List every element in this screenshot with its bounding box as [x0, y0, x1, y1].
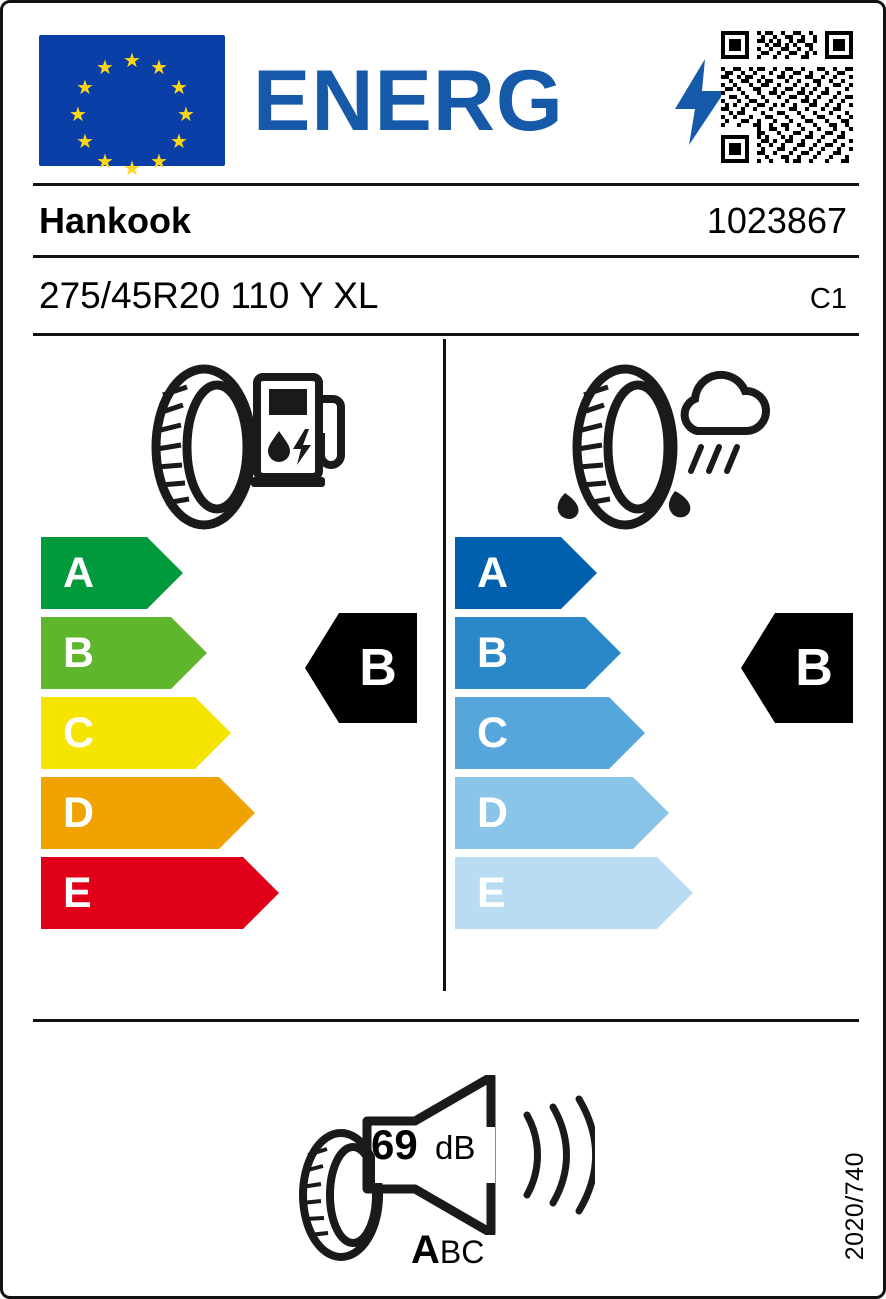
fuel-result-letter: B — [359, 639, 397, 697]
label-header — [39, 31, 853, 180]
grade-row — [33, 853, 437, 933]
grade-row — [447, 853, 853, 933]
noise-db-unit: dB — [435, 1129, 476, 1166]
divider-top — [33, 183, 859, 186]
grade-letter: D — [63, 788, 95, 837]
noise-db-value: 69 — [371, 1121, 418, 1168]
grade-letter: A — [477, 548, 509, 597]
noise-class-selected: A — [411, 1228, 440, 1272]
product-sku: 1023867 — [706, 200, 847, 241]
wet-grade-scale — [447, 533, 853, 933]
eu-flag-icon: ★ ★ ★ ★ ★ ★ ★ ★ ★ ★ ★ ★ — [39, 35, 225, 166]
grade-letter: C — [477, 708, 509, 757]
noise-class-others: BC — [439, 1234, 485, 1270]
tyre-class: C1 — [809, 283, 847, 315]
wet-grip-panel — [447, 333, 853, 1003]
tire-fuel-pump-icon — [129, 355, 349, 535]
grade-letter: B — [477, 628, 509, 677]
grade-row — [447, 533, 853, 613]
wet-result-letter: B — [795, 639, 833, 697]
fuel-grade-c — [41, 697, 231, 769]
fuel-result-marker — [305, 613, 417, 723]
divider-vertical — [443, 339, 446, 991]
qr-code-icon — [721, 31, 853, 163]
sound-waves-icon — [515, 1085, 595, 1225]
grade-letter: C — [63, 708, 95, 757]
brand-name: Hankook — [39, 200, 192, 241]
wet-grade-e — [455, 857, 693, 929]
wet-grade-a — [455, 537, 597, 609]
divider-brand — [33, 255, 859, 258]
wet-result-marker — [741, 613, 853, 723]
grade-row — [33, 773, 437, 853]
wet-grade-b — [455, 617, 621, 689]
tire-rain-cloud-icon — [543, 355, 773, 535]
fuel-grade-a — [41, 537, 183, 609]
lightning-bolt-icon — [675, 59, 725, 145]
tyre-size: 275/45R20 110 Y XL — [39, 275, 379, 316]
fuel-grade-d — [41, 777, 255, 849]
grade-row — [447, 773, 853, 853]
grade-letter: B — [63, 628, 95, 677]
regulation-code: 2020/740 — [841, 1151, 869, 1260]
energ-wordmark: ENERG — [253, 53, 564, 149]
fuel-grade-scale — [33, 533, 437, 933]
noise-class-rating — [411, 1229, 484, 1273]
divider-noise — [33, 1019, 859, 1022]
fuel-efficiency-panel — [33, 333, 437, 1003]
grade-letter: D — [477, 788, 509, 837]
noise-panel — [3, 1033, 886, 1283]
grade-row — [33, 533, 437, 613]
grade-letter: E — [63, 868, 92, 917]
fuel-grade-e — [41, 857, 279, 929]
fuel-grade-b — [41, 617, 207, 689]
wet-grade-d — [455, 777, 669, 849]
wet-grade-c — [455, 697, 645, 769]
grade-letter: E — [477, 868, 506, 917]
grade-letter: A — [63, 548, 95, 597]
